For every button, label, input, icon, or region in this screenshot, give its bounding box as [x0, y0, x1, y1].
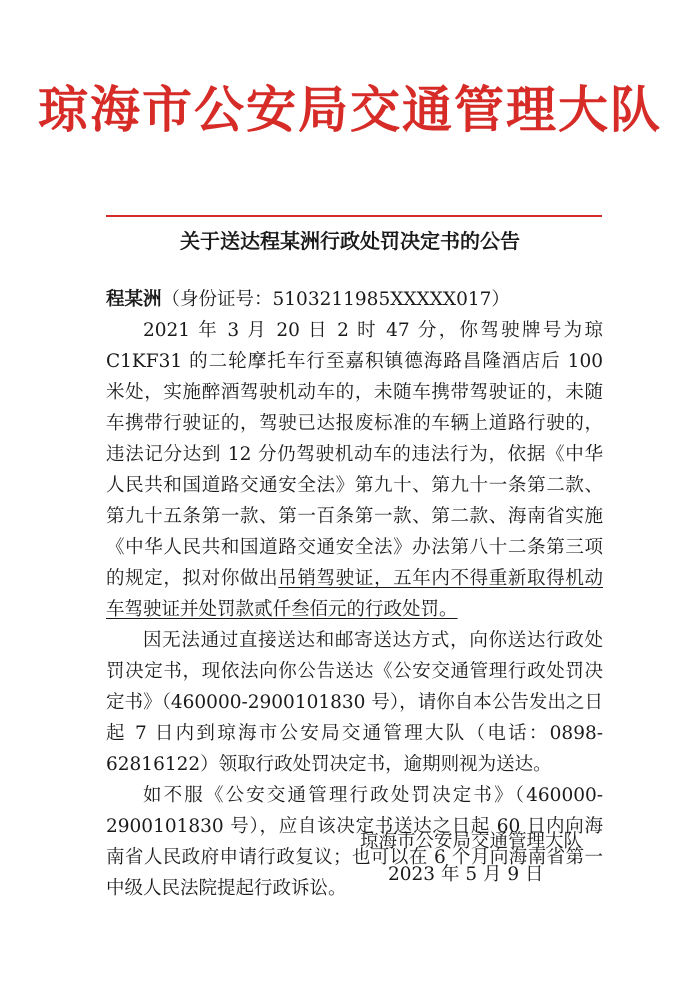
paragraph-appeal: 如不服《公安交通管理行政处罚决定书》（460000-2900101830 号），应自该决定书送达之日起 60 日内向海南省人民政府申请行政复议；也可以在 6 个月向海南省第一中级人民法院提起行政诉讼。: [106, 785, 603, 899]
recipient-line: [106, 284, 603, 315]
violation-text: 2021 年 3 月 20 日 2 时 47 分，你驾驶牌号为琼 C1KF31 的二轮摩托车行至嘉积镇德海路昌隆酒店后 100 米处，实施醉酒驾驶机动车的，未随车携带驾驶证的，未随车携带行驶证的，驾驶已达报废标准的车辆上道路行驶的，违法记分达到 12 分仍驾驶机动车的违法行为，依据《中华人民共和国道路交通安全法》第九十、第九十一条第二款、第九十五条第一款、第一百条第一款、第二款、海南省实施《中华人民共和国道路交通安全法》办法第八十二条第三项的规定，拟对你做出: [106, 320, 603, 589]
agency-header-title: 琼海市公安局交通管理大队: [38, 80, 662, 139]
signature-date: 2023 年 5 月 9 日: [388, 864, 544, 885]
paragraph-service: 因无法通过直接送达和邮寄送达方式，向你送达行政处罚决定书，现依法向你公告送达《公安交通管理行政处罚决定书》（460000-2900101830 号），请你自本公告发出之日起 7 日内到琼海市公安局交通管理大队（电话：0898-62816122）领取行政处罚决定书，逾期则视为送达。: [106, 630, 603, 775]
notice-body: [106, 284, 603, 904]
penalty-text: 吊销驾驶证，五年内不得重新取得机动车驾驶证并处罚款贰仟叁佰元的行政处罚。: [106, 568, 603, 620]
signature-block: [360, 826, 600, 890]
recipient-name: 程某洲: [106, 289, 162, 310]
recipient-id: （身份证号：5103211985XXXXX017）: [161, 289, 510, 310]
paragraph-violation: [106, 315, 603, 625]
red-divider-line: [106, 215, 602, 217]
notice-title: 关于送达程某洲行政处罚决定书的公告: [180, 229, 520, 253]
signature-agency: 琼海市公安局交通管理大队: [360, 831, 583, 852]
